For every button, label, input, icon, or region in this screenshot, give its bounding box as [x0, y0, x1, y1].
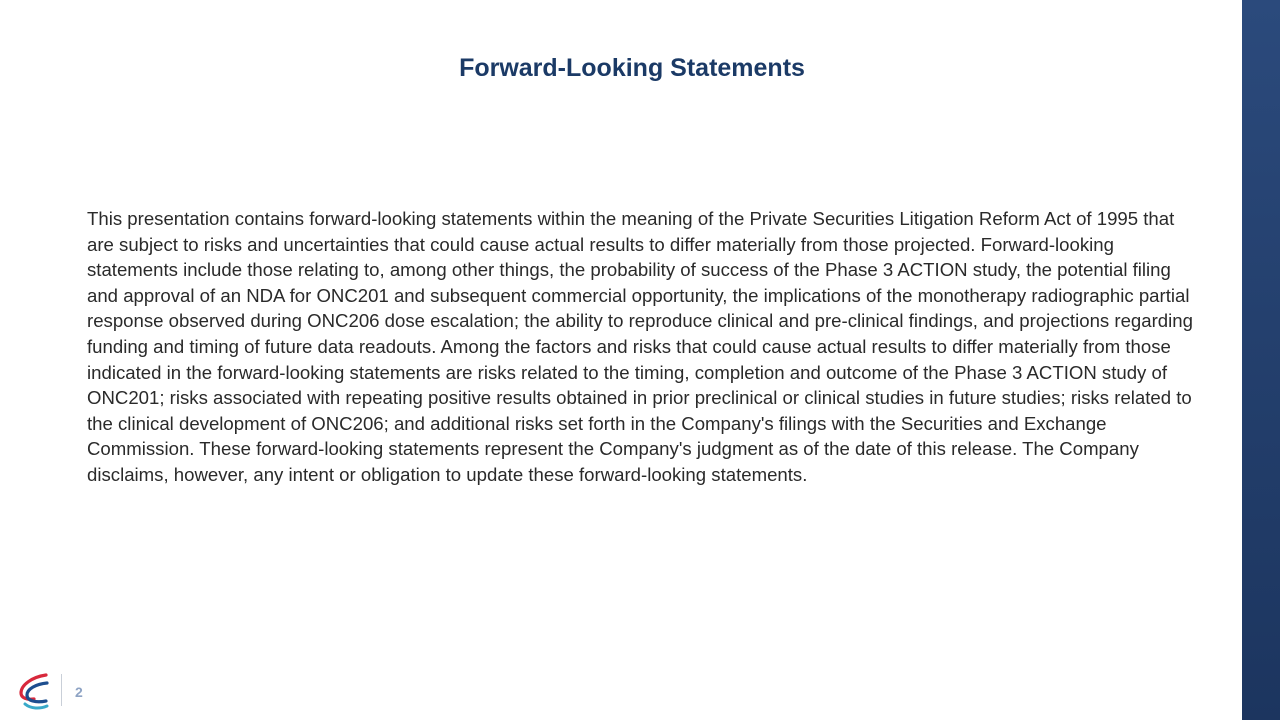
side-accent-bar	[1242, 0, 1280, 720]
disclaimer-paragraph: This presentation contains forward-looking statements within the meaning of the Private Securities Litigation Reform Act of 1995 that are subject to risks and uncertainties that could cause actual results to differ materially from those projected. Forward-looking statements include those relating to, among other things, the probability of success of the Phase 3 ACTION study, the potential filing and approval of an NDA for ONC201 and subsequent commercial opportunity, the implications of the monotherapy radiographic partial response observed during ONC206 dose escalation; the ability to reproduce clinical and pre-clinical findings, and projections regarding funding and timing of future data readouts. Among the factors and risks that could cause actual results to differ materially from those indicated in the forward-looking statements are risks related to the timing, completion and outcome of the Phase 3 ACTION study of ONC201; risks associated with repeating positive results obtained in prior preclinical or clinical studies in future studies; risks related to the clinical development of ONC206; and additional risks set forth in the Company's filings with the Securities and Exchange Commission. These forward-looking statements represent the Company's judgment as of the date of this release. The Company disclaims, however, any intent or obligation to update these forward-looking statements.	[87, 208, 1193, 485]
logo-swoosh-teal	[25, 704, 47, 708]
slide-title: Forward-Looking Statements	[459, 54, 805, 82]
footer-divider	[61, 674, 62, 706]
logo-swoosh-blue	[27, 683, 47, 702]
company-logo-icon	[16, 671, 52, 711]
page-number: 2	[75, 684, 83, 700]
